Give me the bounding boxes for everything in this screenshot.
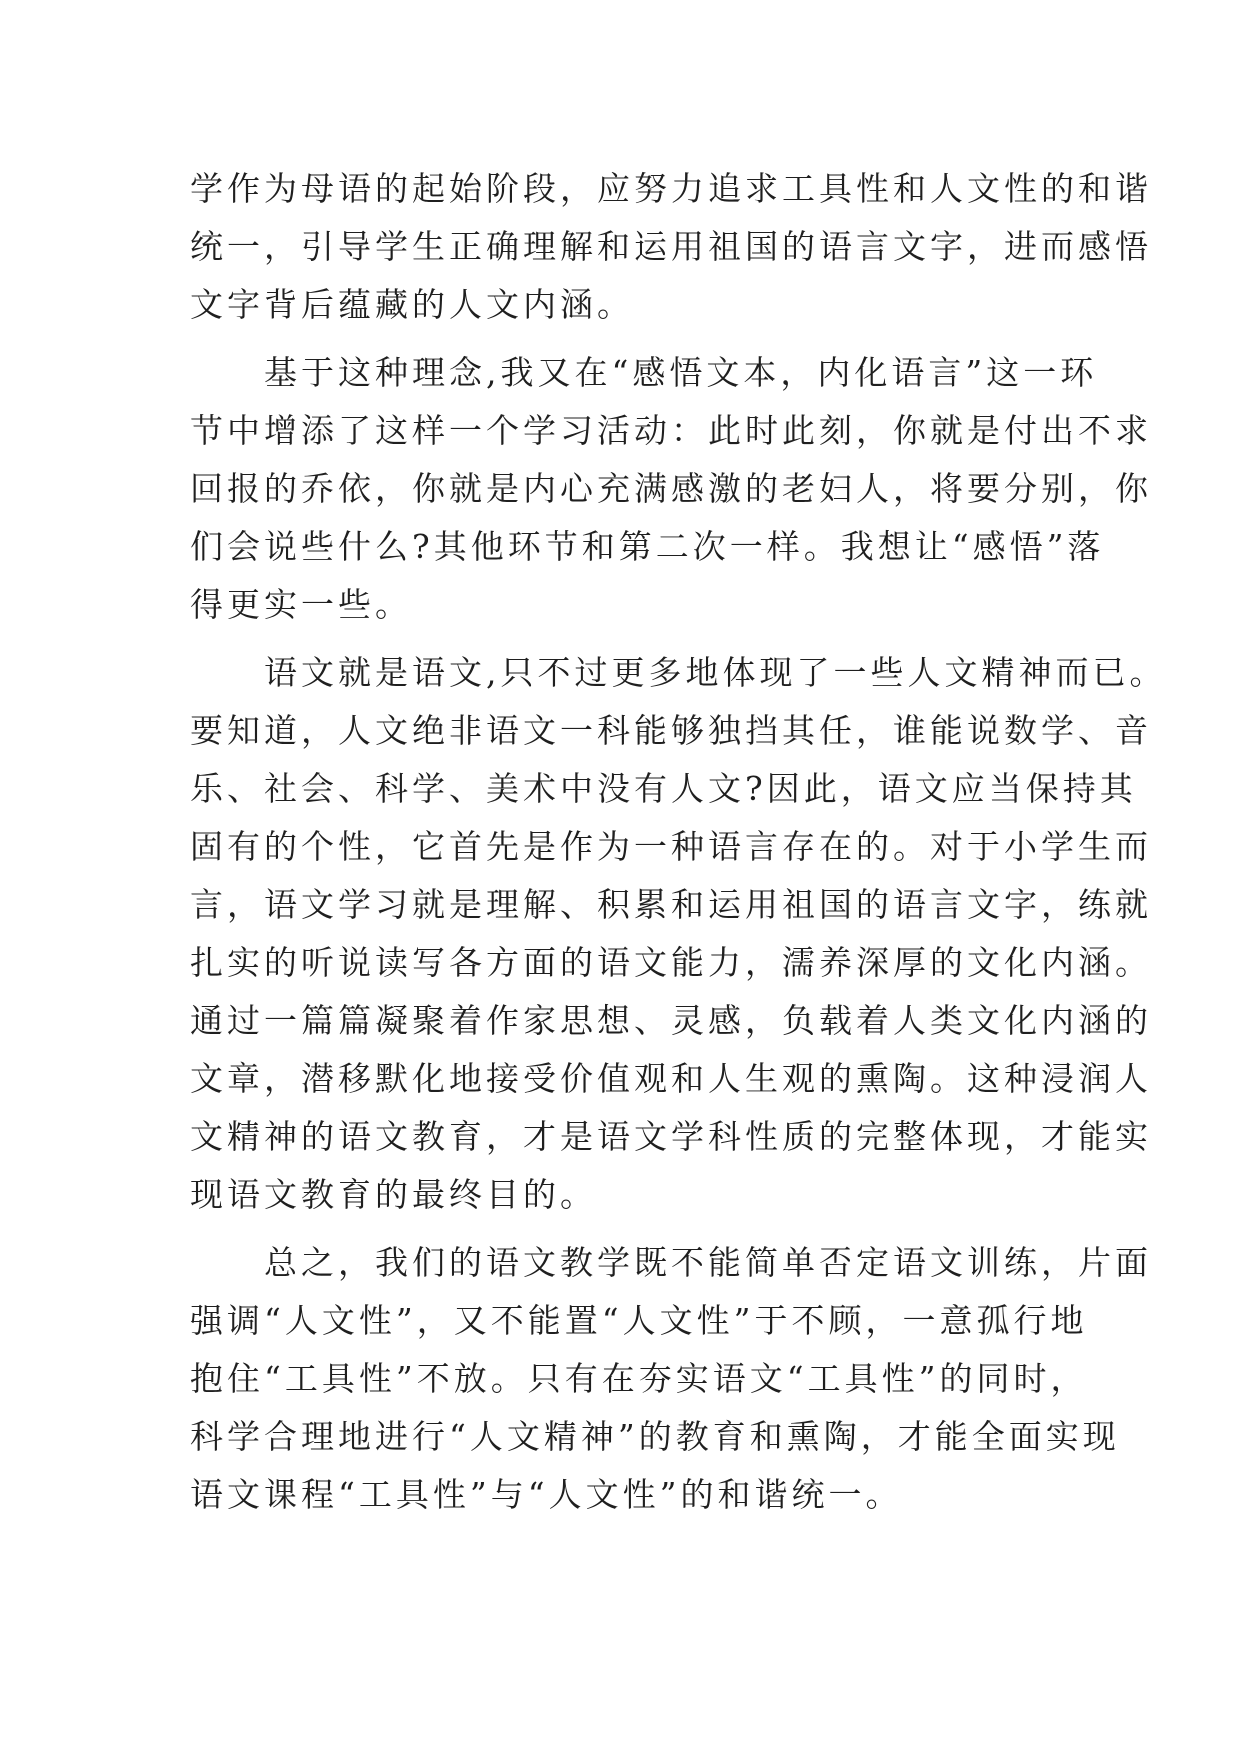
paragraph-3	[190, 644, 1167, 1224]
text-line: 强调“人文性”，又不能置“人文性”于不顾，一意孤行地	[190, 1301, 1088, 1340]
paragraph-2	[190, 344, 1152, 634]
text-line: 语文就是语文,只不过更多地体现了一些人文精神而已。	[190, 653, 1167, 692]
paragraph-spacing	[190, 634, 1070, 644]
paragraph-spacing	[190, 334, 1070, 344]
text-line: 们会说些什么?其他环节和第二次一样。我想让“感悟”落	[190, 527, 1105, 566]
text-line: 文精神的语文教育，才是语文学科性质的完整体现，才能实	[190, 1117, 1152, 1156]
text-line: 得更实一些。	[190, 585, 412, 624]
text-line: 乐、社会、科学、美术中没有人文?因此，语文应当保持其	[190, 769, 1137, 808]
text-line: 节中增添了这样一个学习活动：此时此刻，你就是付出不求	[190, 411, 1152, 450]
text-line: 固有的个性，它首先是作为一种语言存在的。对于小学生而	[190, 827, 1152, 866]
text-line: 言，语文学习就是理解、积累和运用祖国的语言文字，练就	[190, 885, 1152, 924]
text-line: 基于这种理念,我又在“感悟文本，内化语言”这一环	[190, 353, 1098, 392]
text-line: 语文课程“工具性”与“人文性”的和谐统一。	[190, 1475, 903, 1514]
text-line: 要知道，人文绝非语文一科能够独挡其任，谁能说数学、音	[190, 711, 1152, 750]
text-line: 文字背后蕴藏的人文内涵。	[190, 285, 634, 324]
text-line: 抱住“工具性”不放。只有在夯实语文“工具性”的同时，	[190, 1359, 1088, 1398]
text-line: 扎实的听说读写各方面的语文能力，濡养深厚的文化内涵。	[190, 943, 1152, 982]
body-text	[190, 160, 1167, 1524]
text-line: 通过一篇篇凝聚着作家思想、灵感，负载着人类文化内涵的	[190, 1001, 1152, 1040]
text-line: 学作为母语的起始阶段，应努力追求工具性和人文性的和谐	[190, 169, 1152, 208]
text-line: 总之，我们的语文教学既不能简单否定语文训练，片面	[190, 1243, 1152, 1282]
paragraph-4	[190, 1234, 1152, 1524]
text-line: 统一，引导学生正确理解和运用祖国的语言文字，进而感悟	[190, 227, 1152, 266]
paragraph-spacing	[190, 1224, 1070, 1234]
text-line: 现语文教育的最终目的。	[190, 1175, 597, 1214]
text-line: 文章，潜移默化地接受价值观和人生观的熏陶。这种浸润人	[190, 1059, 1152, 1098]
paragraph-1	[190, 160, 1152, 334]
text-line: 科学合理地进行“人文精神”的教育和熏陶，才能全面实现	[190, 1417, 1120, 1456]
text-line: 回报的乔依，你就是内心充满感激的老妇人，将要分别，你	[190, 469, 1152, 508]
